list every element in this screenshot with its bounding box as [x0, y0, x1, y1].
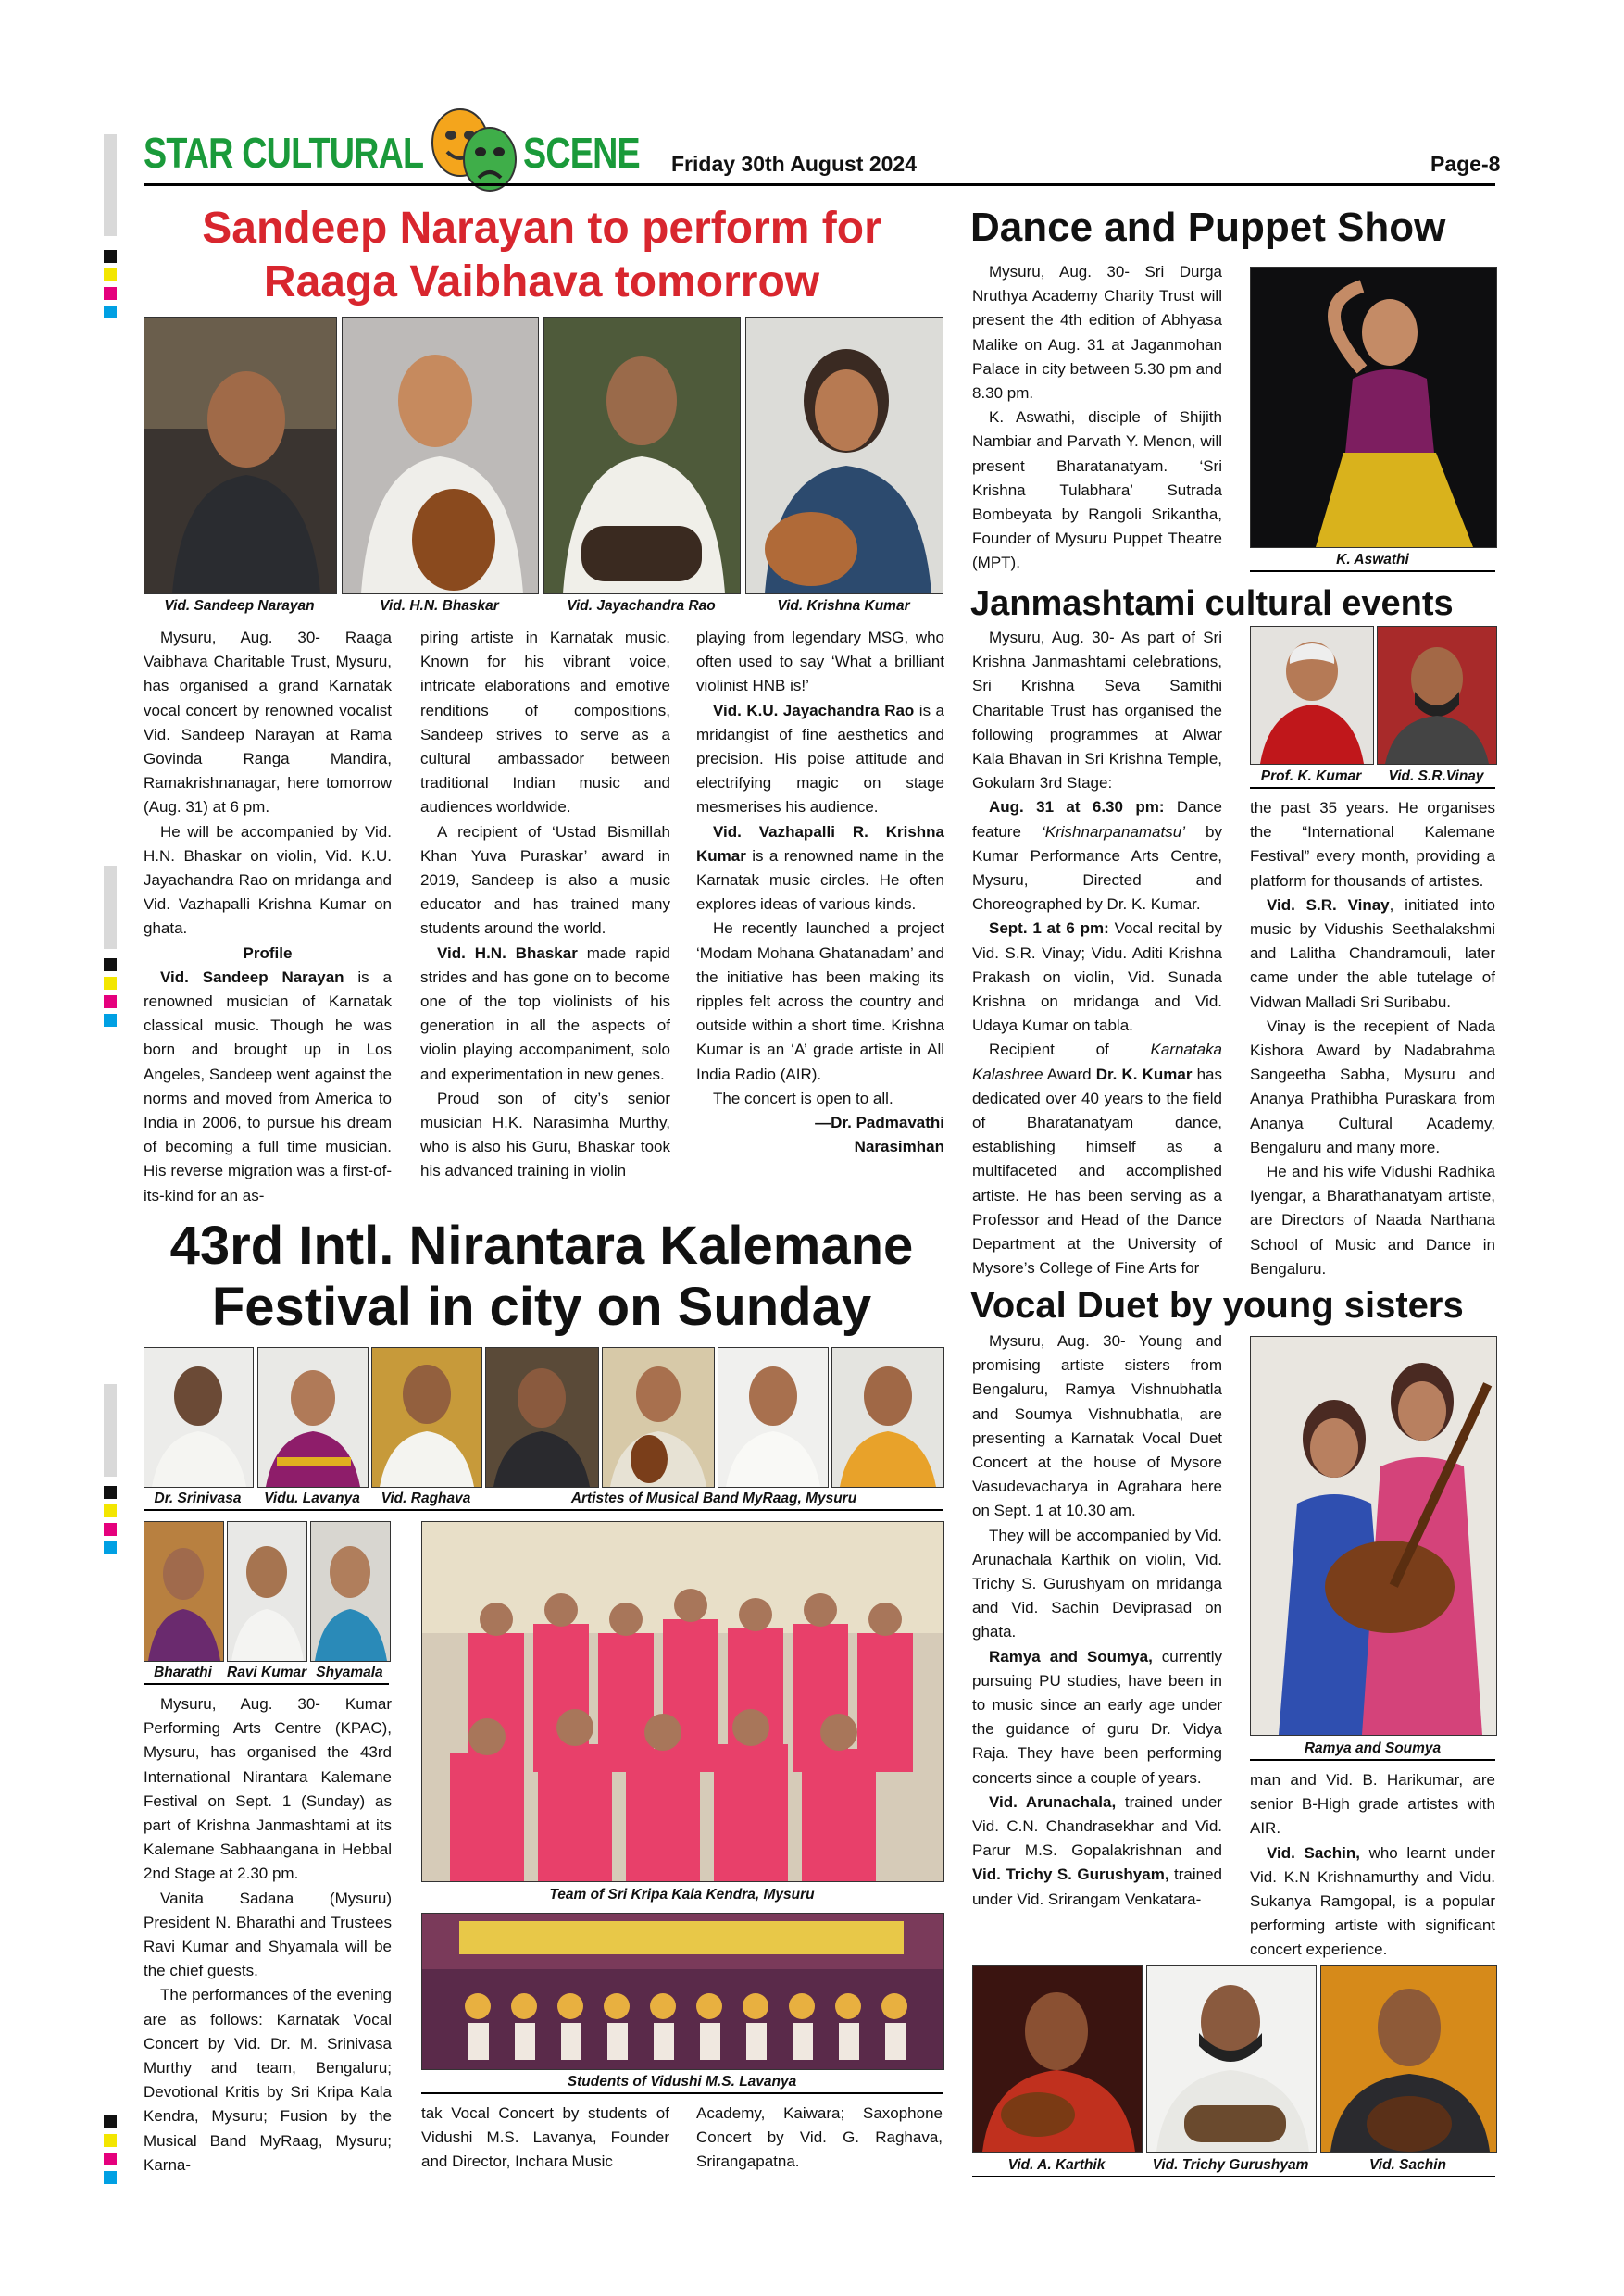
caption-trichy-gurushyam: Vid. Trichy Gurushyam	[1152, 2157, 1309, 2173]
subhead-profile: Profile	[243, 943, 293, 962]
paragraph: Vid. Sandeep Narayan is a renowned musician of Karnatak classical music. Though he was born and brought up in Los Angeles, Sandeep went against the norms and moved from America to India in 2006, to pursue his dream of becoming a full time musician. His reverse migration was a first-of-its-kind for an as-	[144, 967, 392, 1204]
photo-bharathi	[144, 1521, 224, 1662]
registration-mark	[104, 287, 117, 300]
paragraph: Vid. Arunachala, trained under Vid. C.N. Chandrasekhar and Vid. Parur M.S. Gopalakrishnan and Vid. Trichy S. Gurushyam, trained under Vid. Srirangam Venkatara-	[972, 1792, 1223, 1908]
caption-k-aswathi: K. Aswathi	[1336, 552, 1409, 568]
paragraph: Mysuru, Aug. 30- Sri Durga Nruthya Academy Charity Trust will present the 4th edition of Abhyasa Malike on Aug. 31 at Jaganmohan Palace in city between 5.30 pm and 8.30 pm.	[972, 263, 1222, 403]
paragraph: Aug. 31 at 6.30 pm: Dance feature ‘Krishnarpanamatsu’ by Kumar Performance Arts Centre, Mysuru, Directed and Choreographed by Dr. K. Kumar.	[972, 798, 1222, 914]
registration-mark	[104, 1523, 117, 1536]
caption-sandeep: Vid. Sandeep Narayan	[164, 598, 315, 614]
paragraph: Academy, Kaiwara; Saxophone Concert by Vid. G. Raghava, Srirangapatna.	[696, 2104, 943, 2171]
caption-ramya-soumya: Ramya and Soumya	[1304, 1741, 1442, 1756]
registration-mark	[104, 2115, 117, 2128]
registration-mark	[104, 995, 117, 1008]
registration-mark	[104, 268, 117, 281]
photo-sr-vinay	[1377, 626, 1497, 765]
registration-mark	[104, 1541, 117, 1554]
photo-myraag-1	[485, 1347, 599, 1488]
caption-prof-k-kumar: Prof. K. Kumar	[1260, 768, 1362, 784]
article-janmashtami-col2	[1250, 796, 1495, 1281]
photo-sri-kripa-kala-kendra-team	[421, 1521, 944, 1882]
caption-rule	[972, 2176, 1495, 2177]
paragraph: A recipient of ‘Ustad Bismillah Khan Yuva Puraskar’ award in 2019, Sandeep is also a music educator and has trained many students around the world.	[420, 822, 670, 938]
article-kalemane-col2	[421, 2102, 669, 2175]
registration-mark	[104, 1014, 117, 1027]
caption-rule	[1250, 570, 1495, 572]
caption-rule	[144, 1509, 943, 1511]
caption-sachin: Vid. Sachin	[1369, 2157, 1446, 2173]
photo-vid-raghava	[371, 1347, 482, 1488]
article-dance-puppet	[972, 260, 1222, 576]
paragraph: Vid. H.N. Bhaskar made rapid strides and has gone on to become one of the top violinists of his generation in all the aspects of violin playing accompaniment, solo and experimentation in new genes.	[420, 943, 670, 1083]
photo-hn-bhaskar	[342, 317, 539, 594]
caption-bhaskar: Vid. H.N. Bhaskar	[380, 598, 499, 614]
caption-krishna-kumar: Vid. Krishna Kumar	[777, 598, 910, 614]
headline-kalemane-line2: Festival in city on Sunday	[211, 1277, 872, 1337]
photo-trichy-gurushyam	[1146, 1965, 1317, 2152]
paragraph: He and his wife Vidushi Radhika Iyengar, a Bharathanatyam artiste, are Directors of Naada Narthana School of Music and Dance in Bengaluru.	[1250, 1163, 1495, 1278]
paragraph: Ramya and Soumya, currently pursuing PU studies, have been in to music since an early age under the guidance of guru Dr. Vidya Raja. They have been performing concerts since a couple of years.	[972, 1647, 1222, 1787]
caption-sr-vinay: Vid. S.R.Vinay	[1388, 768, 1484, 784]
caption-dr-srinivasa: Dr. Srinivasa	[154, 1491, 242, 1506]
paragraph: Mysuru, Aug. 30- Kumar Performing Arts Centre (KPAC), Mysuru, has organised the 43rd International Nirantara Kalemane Festival on Sept. 1 (Sunday) as part of Krishna Janmashtami at its Kalemane Sabhaangana in Hebbal 2nd Stage at 2.30 pm.	[144, 1695, 392, 1883]
photo-vidu-lavanya	[257, 1347, 369, 1488]
photo-jayachandra-rao	[543, 317, 741, 594]
registration-strip	[104, 1384, 117, 1477]
registration-mark	[104, 306, 117, 318]
registration-mark	[104, 1486, 117, 1499]
article-vocal-duet-col1	[972, 1329, 1222, 1912]
article-janmashtami-col1	[972, 626, 1222, 1280]
paragraph: Vid. K.U. Jayachandra Rao is a mridangist of fine aesthetics and precision. His poise attitude and electrifying magic on stage mesmerises his audience.	[696, 701, 944, 817]
registration-mark	[104, 2152, 117, 2165]
photo-myraag-2	[602, 1347, 715, 1488]
article-sandeep-col3	[696, 626, 944, 1159]
paragraph: Mysuru, Aug. 30- As part of Sri Krishna Janmashtami celebrations, Sri Krishna Seva Samithi Charitable Trust has organised the following programmes at Alwar Kala Bhavan in Sri Krishna Temple, Gokulam 3rd Stage:	[972, 629, 1222, 792]
registration-strip	[104, 134, 117, 236]
caption-rule	[421, 2092, 943, 2094]
caption-rule	[1250, 1759, 1495, 1761]
photo-sachin	[1320, 1965, 1497, 2152]
photo-shyamala	[310, 1521, 391, 1662]
paragraph: They will be accompanied by Vid. Arunachala Karthik on violin, Vid. Trichy S. Gurushyam on mridanga and Vid. Sachin Deviprasad on ghata.	[972, 1526, 1222, 1641]
article-kalemane-col3	[696, 2102, 943, 2175]
registration-mark	[104, 250, 117, 263]
photo-ravi-kumar	[227, 1521, 307, 1662]
caption-jayachandra: Vid. Jayachandra Rao	[567, 598, 716, 614]
paragraph: The performances of the evening are as follows: Karnatak Vocal Concert by Vid. Dr. M. Srinivasa Murthy and team, Bengaluru; Devotional Kritis by Sri Kripa Kala Kendra, Mysuru; Fusion by the Musical Band MyRaag, Mysuru; Karna-	[144, 1986, 392, 2174]
headline-janmashtami: Janmashtami cultural events	[970, 584, 1454, 623]
photo-a-karthik	[972, 1965, 1143, 2152]
headline-sandeep-line1: Sandeep Narayan to perform for	[202, 204, 881, 253]
registration-mark	[104, 958, 117, 971]
caption-vidu-lavanya: Vidu. Lavanya	[264, 1491, 360, 1506]
paragraph: Vid. S.R. Vinay, initiated into music by Vidushis Seethalakshmi and Lalitha Chandramouli, later came under the able tutelage of Vidwan Malladi Sri Suribabu.	[1250, 895, 1495, 1011]
paragraph: Vid. Sachin, who learnt under Vid. K.N Krishnamurthy and Vidu. Sukanya Ramgopal, is a popular performing artiste with significant concert experience.	[1250, 1843, 1495, 1959]
photo-myraag-3	[718, 1347, 829, 1488]
caption-a-karthik: Vid. A. Karthik	[1007, 2157, 1106, 2173]
paragraph: Proud son of city’s senior musician H.K. Narasimha Murthy, who is also his Guru, Bhaskar took his advanced training in violin	[420, 1089, 670, 1180]
masthead-title-right: SCENE	[523, 129, 640, 177]
registration-mark	[104, 977, 117, 990]
photo-ramya-and-soumya	[1250, 1336, 1497, 1736]
registration-strip	[104, 866, 117, 949]
paragraph: Recipient of Karnataka Kalashree Award Dr. K. Kumar has dedicated over 40 years to the field of Bharatanatyam dance, establishing himself as a multifaceted and accomplished artiste. He has been serving as a Professor and Head of the Dance Department at the University of Mysore’s College of Fine Arts for	[972, 1041, 1222, 1278]
registration-mark	[104, 2171, 117, 2184]
article-kalemane-col1	[144, 1692, 392, 2177]
headline-vocal-duet: Vocal Duet by young sisters	[970, 1285, 1464, 1326]
photo-myraag-4	[831, 1347, 944, 1488]
masthead-title-left: STAR CULTURAL	[144, 129, 424, 177]
photo-k-aswathi	[1250, 267, 1497, 548]
headline-dance-puppet: Dance and Puppet Show	[970, 205, 1446, 250]
caption-myraag: Artistes of Musical Band MyRaag, Mysuru	[570, 1491, 857, 1506]
caption-rule	[144, 1683, 389, 1685]
paragraph: Mysuru, Aug. 30- Raaga Vaibhava Charitable Trust, Mysuru, has organised a grand Karnatak vocal concert by renowned vocalist Vid. Sandeep Narayan at Rama Govinda Ranga Mandira, Ramakrishnanagar, here tomorrow (Aug. 31) at 6 pm.	[144, 629, 392, 817]
paragraph: the past 35 years. He organises the “International Kalemane Festival” every month, providing a platform for thousands of artistes.	[1250, 799, 1495, 890]
paragraph: Sept. 1 at 6 pm: Vocal recital by Vid. S.R. Vinay; Vidu. Aditi Krishna Prakash on violin, Vid. Sunada Krishna on mridanga and Vid. Udaya Kumar on tabla.	[972, 919, 1222, 1035]
registration-mark	[104, 1504, 117, 1517]
article-sandeep-col1	[144, 626, 392, 1208]
byline: Narasimhan	[854, 1138, 944, 1156]
paragraph: Mysuru, Aug. 30- Young and promising artiste sisters from Bengaluru, Ramya Vishnubhatla and Soumya Vishnubhatla, are presenting a Karnatak Vocal Duet Concert at the house of Mysore Vasudevacharya in Agrahara here on Sept. 1 at 10.30 am.	[972, 1332, 1222, 1520]
paragraph: Vid. Vazhapalli R. Krishna Kumar is a renowned name in the Karnatak music circles. He often explores ideas of various kinds.	[696, 822, 944, 914]
photo-krishna-kumar	[745, 317, 943, 594]
page-number: Page-8	[1430, 152, 1501, 176]
caption-students-lavanya: Students of Vidushi M.S. Lavanya	[567, 2074, 797, 2090]
masthead-rule	[144, 183, 1495, 186]
caption-sri-kripa-team: Team of Sri Kripa Kala Kendra, Mysuru	[549, 1887, 815, 1903]
caption-ravi-kumar: Ravi Kumar	[227, 1665, 307, 1680]
theatre-masks-logo	[421, 104, 525, 196]
article-sandeep-col2	[420, 626, 670, 1184]
paragraph: piring artiste in Karnatak music. Known for his vibrant voice, intricate elaborations and emotive renditions of compositions, Sandeep strives to serve as a cultural ambassador between traditional Indian music and audiences worldwide.	[420, 629, 670, 817]
paragraph: man and Vid. B. Harikumar, are senior B-High grade artistes with AIR.	[1250, 1771, 1495, 1838]
article-vocal-duet-col2	[1250, 1768, 1495, 1963]
paragraph: He recently launched a project ‘Modam Mohana Ghatanadam’ and the initiative has been making its ripples felt across the country and outside within a short time. Krishna Kumar is an ‘A’ grade artiste in All India Radio (AIR).	[696, 919, 944, 1083]
paragraph: He will be accompanied by Vid. H.N. Bhaskar on violin, Vid. K.U. Jayachandra Rao on mridanga and Vid. Vazhapalli Krishna Kumar on ghata.	[144, 822, 392, 938]
paragraph: tak Vocal Concert by students of Vidushi M.S. Lavanya, Founder and Director, Inchara Music	[421, 2104, 669, 2171]
photo-students-lavanya	[421, 1913, 944, 2070]
paragraph: The concert is open to all.	[713, 1089, 893, 1107]
byline: —Dr. Padmavathi	[815, 1114, 944, 1132]
issue-date: Friday 30th August 2024	[671, 152, 918, 176]
photo-dr-srinivasa	[144, 1347, 254, 1488]
paragraph: K. Aswathi, disciple of Shijith Nambiar and Parvath Y. Menon, will present Bharatanatyam. ‘Sri Krishna Tulabhara’ Sutrada Bombeyata by Rangoli Srikantha, Founder of Mysuru Puppet Theatre (MPT).	[972, 408, 1222, 572]
headline-sandeep-line2: Raaga Vaibhava tomorrow	[263, 257, 820, 306]
headline-kalemane-line1: 43rd Intl. Nirantara Kalemane	[169, 1216, 914, 1276]
photo-prof-k-kumar	[1250, 626, 1374, 765]
paragraph: Vinay is the recepient of Nada Kishora Award by Nadabrahma Sangeetha Sabha, Mysuru and Ananya Prathibha Puraskara from Ananya Cultural Academy, Bengaluru and many more.	[1250, 1017, 1495, 1156]
paragraph: playing from legendary MSG, who often used to say ‘What a brilliant violinist HNB is!’	[696, 629, 944, 695]
photo-sandeep-narayan	[144, 317, 337, 594]
registration-mark	[104, 2134, 117, 2147]
caption-rule	[1250, 787, 1495, 789]
caption-vid-raghava: Vid. Raghava	[381, 1491, 471, 1506]
caption-bharathi: Bharathi	[154, 1665, 212, 1680]
caption-shyamala: Shyamala	[316, 1665, 383, 1680]
paragraph: Vanita Sadana (Mysuru) President N. Bharathi and Trustees Ravi Kumar and Shyamala will be the chief guests.	[144, 1889, 392, 1980]
